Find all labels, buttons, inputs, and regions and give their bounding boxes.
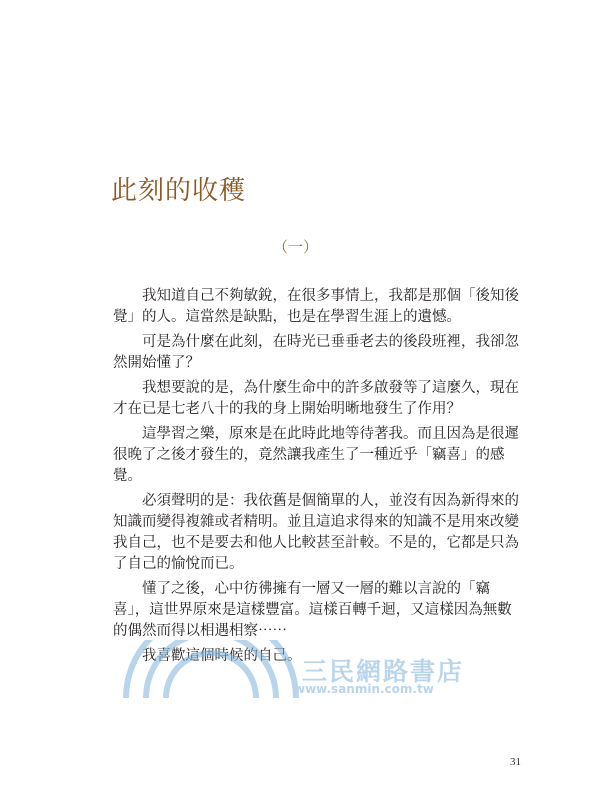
body-text — [113, 286, 519, 671]
text-line: 知識而變得複雜或者精明。並且這追求得來的知識不是用來改變 — [113, 514, 519, 530]
text-line: 可是為什麼在此刻，在時光已垂垂老去的後段班裡，我卻忽 — [142, 334, 519, 350]
paragraph — [113, 378, 519, 420]
text-line: 懂了之後，心中彷彿擁有一層又一層的難以言說的「竊 — [142, 581, 490, 597]
watermark-url: www.sanmin.com.tw — [294, 682, 434, 696]
text-line: 我想要說的是，為什麼生命中的許多啟發等了這麼久，現在 — [142, 380, 519, 396]
text-line: 然開始懂了？ — [113, 355, 200, 371]
paragraph — [113, 286, 519, 328]
watermark-name: 三民網路書店 — [302, 657, 465, 686]
chapter-title: 此刻的收穫 — [111, 176, 247, 206]
text-line: 了自己的愉悅而已。 — [113, 556, 244, 572]
text-line: 喜」，這世界原來是這樣豐富。這樣百轉千迴，又這樣因為無數 — [113, 602, 512, 618]
text-line: 覺。 — [113, 468, 142, 484]
text-line: 這學習之樂，原來是在此時此地等待著我。而且因為是很遲 — [142, 426, 519, 442]
text-line: 我喜歡這個時候的自己。 — [142, 648, 302, 664]
text-line: 必須聲明的是：我依舊是個簡單的人，並沒有因為新得來的 — [142, 493, 519, 509]
text-line: 很晚了之後才發生的，竟然讓我產生了一種近乎「竊喜」的感 — [113, 447, 505, 463]
text-line: 才在已是七老八十的我的身上開始明晰地發生了作用？ — [113, 401, 461, 417]
paragraph — [113, 579, 512, 642]
paragraph — [113, 491, 519, 575]
paragraph — [113, 424, 519, 487]
page-number: 31 — [510, 756, 521, 768]
text-line: 的偶然而得以相遇相察⋯⋯ — [113, 623, 287, 639]
text-line: 我自己，也不是要去和他人比較甚至計較。不是的，它都是只為 — [113, 535, 519, 551]
paragraph — [113, 646, 483, 667]
text-line: 覺」的人。這當然是缺點，也是在學習生涯上的遺憾。 — [113, 309, 461, 325]
section-heading: （一） — [272, 238, 318, 256]
text-line: 我知道自己不夠敏銳，在很多事情上，我都是那個「後知後 — [142, 288, 519, 304]
paragraph — [113, 332, 519, 374]
